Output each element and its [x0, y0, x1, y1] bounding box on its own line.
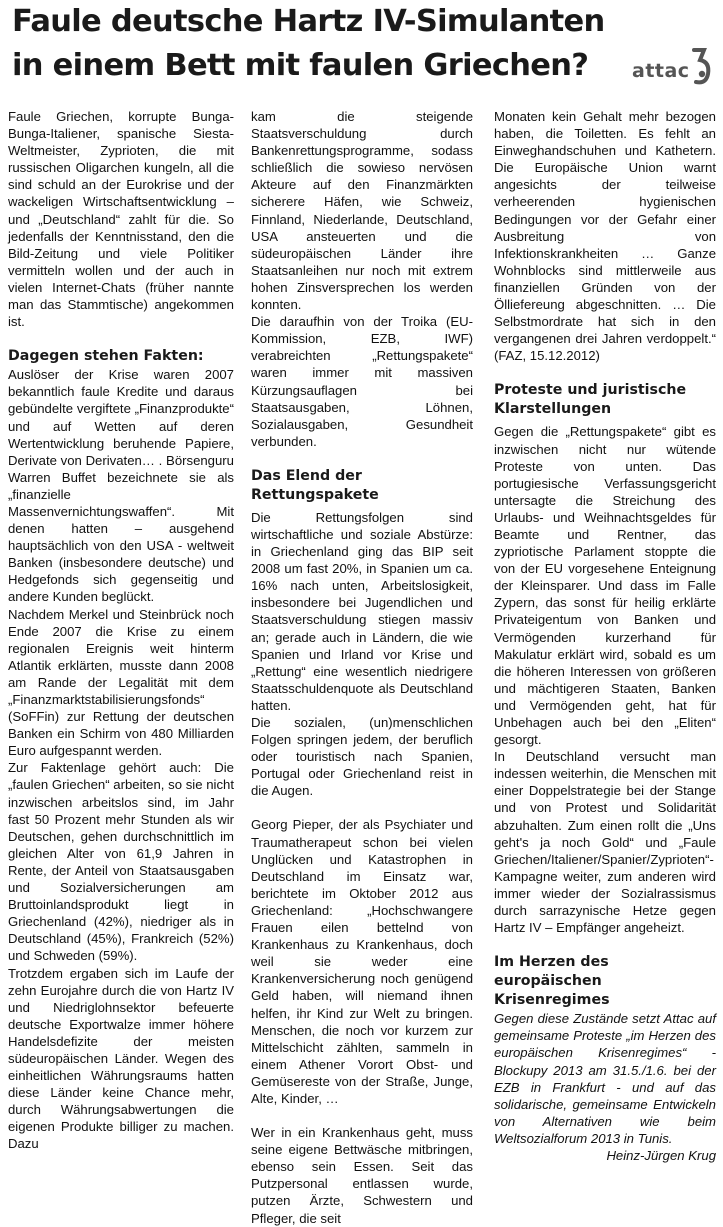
logo-text: attac: [632, 60, 690, 82]
column-2: [251, 108, 473, 1227]
paragraph: In Deutschland versucht man indessen weiterhin, die Menschen mit einer Doppelstrategie bei der Stange und von Protest und Solidarität abzuhalten. Zum einen rollt die „Uns geht's ja noch Gold“ und „Faule Griechen/Italiener/Spanier/Zyprioten“-Kampagne weiter, zum anderen wird immer wieder der Sozialrassismus durch sarrazynische Hetze gegen Hartz IV – Empfänger angeheizt.: [494, 749, 716, 936]
quote-paragraph: Wer in ein Krankenhaus geht, muss seine eigene Bettwäsche mitbringen, ebenso sein Essen. Seit das Putzpersonal entlassen wurde, putzen Ärzte, Schwestern und Pfleger, die seit: [251, 1125, 473, 1226]
paragraph: kam die steigende Staatsverschuldung durch Bankenrettungsprogramme, sodass schließlich die sowieso nervösen Akteure auf den Finanzmärkten sicherere Häfen, wie Schweiz, Finnland, Niederlande, Deutschland, USA ansteuerten und die südeuropäischen Länder ihre Staatsanleihen nur noch mit extrem hohen Zinsversprechen los werden konnten.: [251, 109, 473, 313]
section-heading-fakten: Dagegen stehen Fakten:: [8, 348, 204, 365]
section-heading-proteste: Proteste und juristische Klarstellungen: [494, 382, 687, 418]
quote-paragraph: Monaten kein Gehalt mehr bezogen haben, die Toiletten. Es fehlt an Einweghandschuhen und Kathetern. Die Europäische Union warnt angesichts der teilweise verheerenden hygienischen Bedingungen vor der Gefahr einer Ausbreitung von Infektionskrankheiten … Ganze Wohnblocks sind mittlerweile aus finanziellen Gründen von der Ölliefereung abgeschnitten. … Die Selbstmordrate hat sich in den vergangenen drei Jahren verdoppelt.“ (FAZ, 15.12.2012): [494, 109, 716, 364]
paragraph: Die Rettungsfolgen sind wirtschaftliche und soziale Abstürze: in Griechenland ging das BIP seit 2008 um fast 20%, in Spanien um ca. 16% nach unten, Arbeitslosigkeit, insbesondere bei Jugendlichen und Staatsverschuldung stiegen massiv an; gerade auch in Ländern, die wie Spanien und Irland vor Krise und „Rettung“ eine wesentlich niedrigere Staatsschuldenquote als Deutschland hatten.: [251, 509, 473, 713]
closing-paragraph: Gegen diese Zustände setzt Attac auf gemeinsame Proteste „im Herzen des europäischen Krisenregimes“ - Blockupy 2013 am 31.5./1.6. bei der EZB in Frankfurt - und auf das solidarische, gemeinsame Entwickeln von Alternativen wie beim Weltsozialforum 2013 in Tunis.: [494, 1011, 716, 1146]
section-heading-krisenregime: Im Herzen des europäischen Krisenregimes: [494, 954, 610, 1009]
paragraph: Nachdem Merkel und Steinbrück noch Ende 2007 die Krise zu einem regionalen Ereignis weit hinterm Atlantik erklärten, musste dann 2008 am Rande der Legalität mit dem „Finanzmarktstabilisierungsfonds“ (SoFFin) zur Rettung der deutschen Banken ein Schirm von 480 Milliarden Euro aufgespannt werden.: [8, 606, 234, 759]
column-1: [8, 108, 234, 1153]
author-signature: Heinz-Jürgen Krug: [606, 1147, 716, 1163]
paragraph: Auslöser der Krise waren 2007 bekanntlich faule Kredite und daraus gebündelte vergiftete „Finanzprodukte“ und auf Wetten auf deren Wertentwicklung beruhende Papiere, Derivate von Derivaten… . Börsenguru Warren Buffet bezeichnete sie als „finanzielle Massenvernichtungswaffen“. Mit denen hatten – ausgehend hauptsächlich von den USA - weltweit Banken (insbesondere deutsche) und Hedgefonds sich gegenseitig und andere Kunden beglückt.: [8, 367, 234, 605]
article-headline: Faule deutsche Hartz IV-Simulanten in einem Bett mit faulen Griechen?: [12, 4, 605, 83]
attac-logo: [632, 44, 716, 88]
paragraph: Die sozialen, (un)menschlichen Folgen springen jedem, der beruflich oder touristisch nach Spanien, Portugal oder Griechenland reist in die Augen.: [251, 715, 473, 799]
paragraph: Trotzdem ergaben sich im Laufe der zehn Eurojahre durch die von Hartz IV und Niedriglohnsektor befeuerte deutsche Exportwalze immer höhere Handelsdefizite der meisten südeuropäischen Länder. Wegen des einheitlichen Währungsraums hatten diese Länder keine Chance mehr, durch Währungsabwertungen die eigenen Produkte billiger zu machen. Dazu: [8, 965, 234, 1152]
paragraph: Gegen die „Rettungspakete“ gibt es inzwischen nicht nur wütende Proteste von unten. Das portugiesische Verfassungsgericht untersagte die Streichung des Urlaubs- und Weihnachtsgeldes für Beamte und Rentner, das zypriotische Parlament stoppte die von der EU vorgesehene Enteignung der Kleinsparer. Und dass im Falle Zypern, das sonst für heilig erklärte Privateigentum von Banken und Vermögenden kurzerhand für Makulatur erklärt wird, sobald es um die höheren Interessen von größeren und mächtigeren Staaten, Banken und Vermögenden geht, hat für Unbehagen auch bei den „Eliten“ gesorgt.: [494, 424, 716, 748]
quote-paragraph: Georg Pieper, der als Psychiater und Traumatherapeut schon bei vielen Unglücken und Katastrophen in Deutschland im Einsatz war, berichtete im Oktober 2012 aus Griechenland: „Hochschwangere Frauen eilen bettelnd von Krankenhaus zu Krankenhaus, doch weil sie weder eine Krankenversicherung noch genügend Geld haben, will niemand ihnen helfen, ihr Kind zur Welt zu bringen. Menschen, die noch vor kurzem zur Mittelschicht zählten, sammeln in einem Athener Vorort Obst- und Gemüsereste von der Straße, Junge, Alte, Kinder, …: [251, 817, 473, 1106]
column-3: [494, 108, 716, 1164]
section-heading-elend: Das Elend der Rettungspakete: [251, 467, 379, 503]
attac-spiral-icon: [688, 44, 716, 88]
paragraph: Zur Faktenlage gehört auch: Die „faulen Griechen“ arbeiten, so sie nicht inzwischen arbeitslos sind, im Jahr fast 50 Prozent mehr Stunden als wir Deutschen, gehen durchschnittlich im gleichen Alter von 61,9 Jahren in Rente, der Anteil von Staatsausgaben und Sozialversicherungen am Bruttoinlandsprodukt liegt in Griechenland (42%), niedriger als in Deutschland (45%), Frankreich (52%) und Schweden (59%).: [8, 760, 234, 964]
paragraph: Die daraufhin von der Troika (EU-Kommission, EZB, IWF) verabreichten „Rettungspakete“ waren immer mit massiven Kürzungsauflagen bei Staatsausgaben, Löhnen, Sozialausgaben, Gesundheit verbunden.: [251, 314, 473, 449]
intro-paragraph: Faule Griechen, korrupte Bunga-Bunga-Italiener, spanische Siesta-Weltmeister, Zyprioten, die mit russischen Oligarchen kungeln, all die sind schuld an der Eurokrise und der wackeligen Wirtschaftsentwicklung – und „Deutschland“ zahlt für die. So jedenfalls der Kenntnisstand, den die Bild-Zeitung und viele Politiker vermitteln wollen und der auch in vielen Internet-Chats (früher nannte man das Stammtische) angekommen ist.: [8, 109, 234, 330]
